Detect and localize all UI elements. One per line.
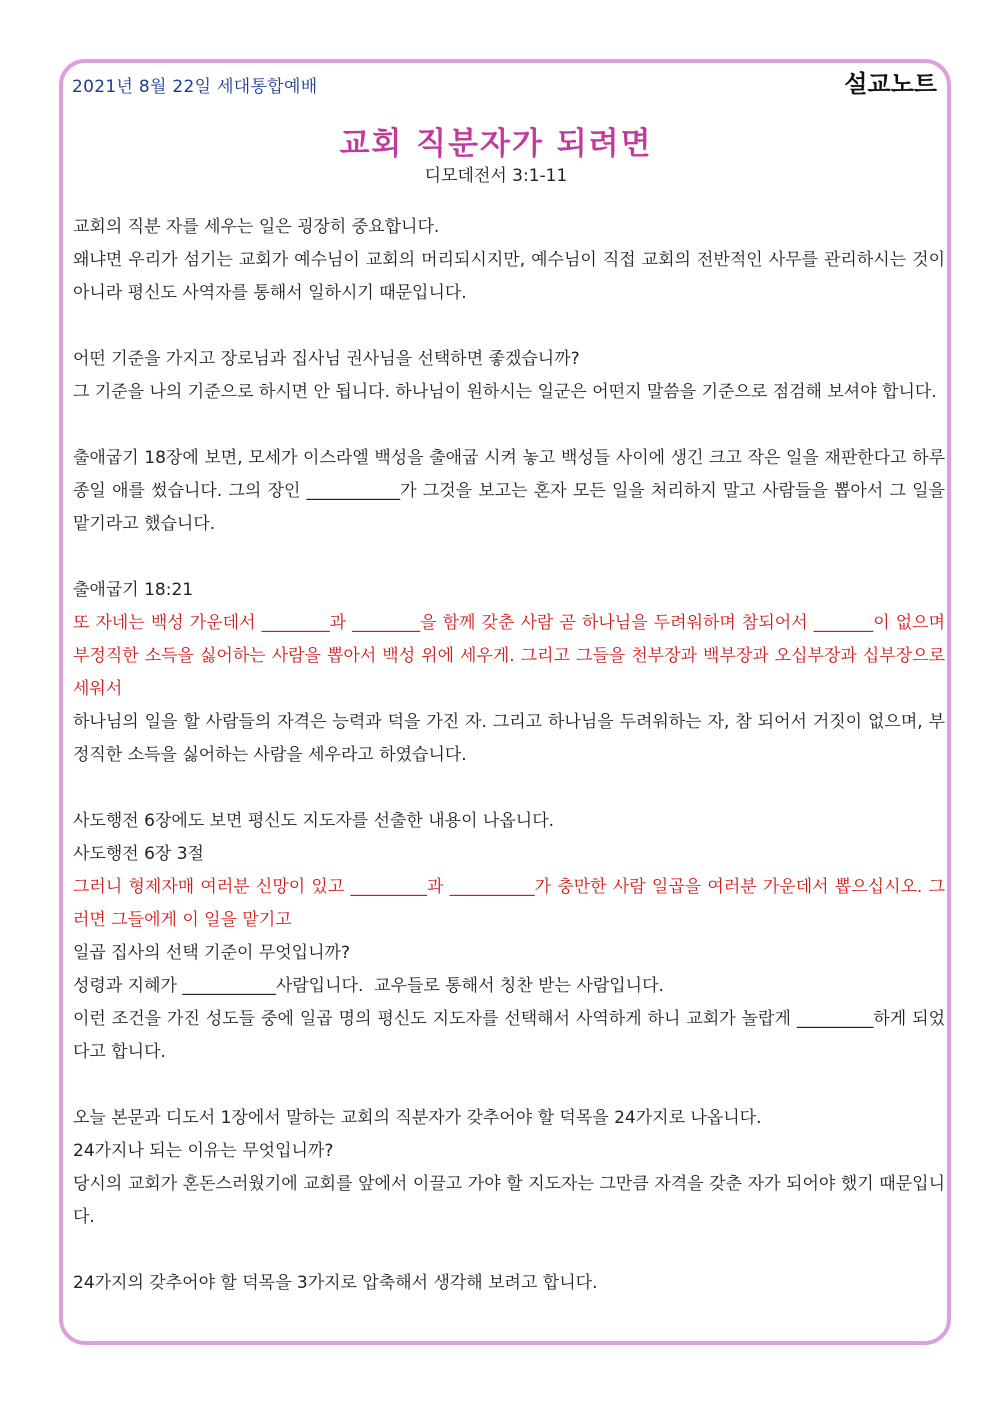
paragraph: 당시의 교회가 혼돈스러웠기에 교회를 앞에서 이끌고 가야 할 지도자는 그만큼 자격을 갖춘 자가 되어야 했기 때문입니다. — [73, 1174, 945, 1227]
paragraph: 교회의 직분 자를 세우는 일은 굉장히 중요합니다. — [73, 217, 440, 237]
spacer — [73, 1069, 945, 1102]
sermon-body — [73, 211, 951, 1300]
spacer — [73, 772, 945, 805]
paragraph: 24가지나 되는 이유는 무엇입니까? — [73, 1141, 334, 1161]
paragraph: 하나님의 일을 할 사람들의 자격은 능력과 덕을 가진 자. 그리고 하나님을 두려워하는 자, 참 되어서 거짓이 없으며, 부정직한 소득을 싫어하는 사람을 세우라고 하였습니다. — [73, 712, 945, 765]
spacer — [73, 409, 945, 442]
scripture-quote: 그러니 형제자매 여러분 신망이 있고 _________과 __________가 충만한 사람 일곱을 여러분 가운데서 뽑으십시오. 그러면 그들에게 이 일을 맡기고 — [73, 877, 945, 930]
scripture-reference: 디모데전서 3:1-11 — [424, 166, 568, 186]
spacer — [73, 1234, 945, 1267]
paragraph: 왜냐면 우리가 섬기는 교회가 예수님이 교회의 머리되시지만, 예수님이 직접 교회의 전반적인 사무를 관리하시는 것이 아니라 평신도 사역자를 통해서 일하시기 때문입니다. — [73, 250, 951, 303]
sermon-note-label: 설교노트 — [844, 70, 937, 98]
service-date: 2021년 8월 22일 세대통합예배 — [72, 77, 318, 97]
sermon-title: 교회 직분자가 되려면 — [339, 126, 653, 162]
paragraph: 그 기준을 나의 기준으로 하시면 안 됩니다. 하나님이 원하시는 일군은 어떤지 말씀을 기준으로 점검해 보셔야 합니다. — [73, 382, 937, 402]
spacer — [73, 310, 945, 343]
spacer — [73, 541, 945, 574]
paragraph: 이런 조건을 가진 성도들 중에 일곱 명의 평신도 지도자를 선택해서 사역하게 하니 교회가 놀랍게 _________하게 되었다고 합니다. — [73, 1009, 945, 1062]
paragraph: 어떤 기준을 가지고 장로님과 집사님 권사님을 선택하면 좋겠습니까? — [73, 349, 580, 369]
scripture-heading: 사도행전 6장 3절 — [73, 844, 204, 864]
paragraph: 오늘 본문과 디도서 1장에서 말하는 교회의 직분자가 갖추어야 할 덕목을 24가지로 나옵니다. — [73, 1108, 762, 1128]
scripture-heading: 출애굽기 18:21 — [73, 580, 194, 600]
paragraph: 성령과 지혜가 ___________사람입니다. 교우들로 통해서 칭찬 받는 사람입니다. — [73, 976, 664, 996]
paragraph: 출애굽기 18장에 보면, 모세가 이스라엘 백성을 출애굽 시켜 놓고 백성들 사이에 생긴 크고 작은 일을 재판한다고 하루 종일 애를 썼습니다. 그의 장인 ___________가 그것을 보고는 혼자 모든 일을 처리하지 말고 사람들을 뽑아서 그 일을 맡기라고 했습니다. — [73, 448, 951, 534]
paragraph: 24가지의 갖추어야 할 덕목을 3가지로 압축해서 생각해 보려고 합니다. — [73, 1273, 598, 1293]
paragraph: 일곱 집사의 선택 기준이 무엇입니까? — [73, 943, 350, 963]
paragraph: 사도행전 6장에도 보면 평신도 지도자를 선출한 내용이 나옵니다. — [73, 811, 555, 831]
scripture-quote: 또 자네는 백성 가운데서 ________과 ________을 함께 갖춘 사람 곧 하나님을 두려워하며 참되어서 _______이 없으며 부정직한 소득을 싫어하는 사람을 뽑아서 백성 위에 세우게. 그리고 그들을 천부장과 백부장과 오십부장과 십부장으로 세워서 — [73, 613, 951, 699]
